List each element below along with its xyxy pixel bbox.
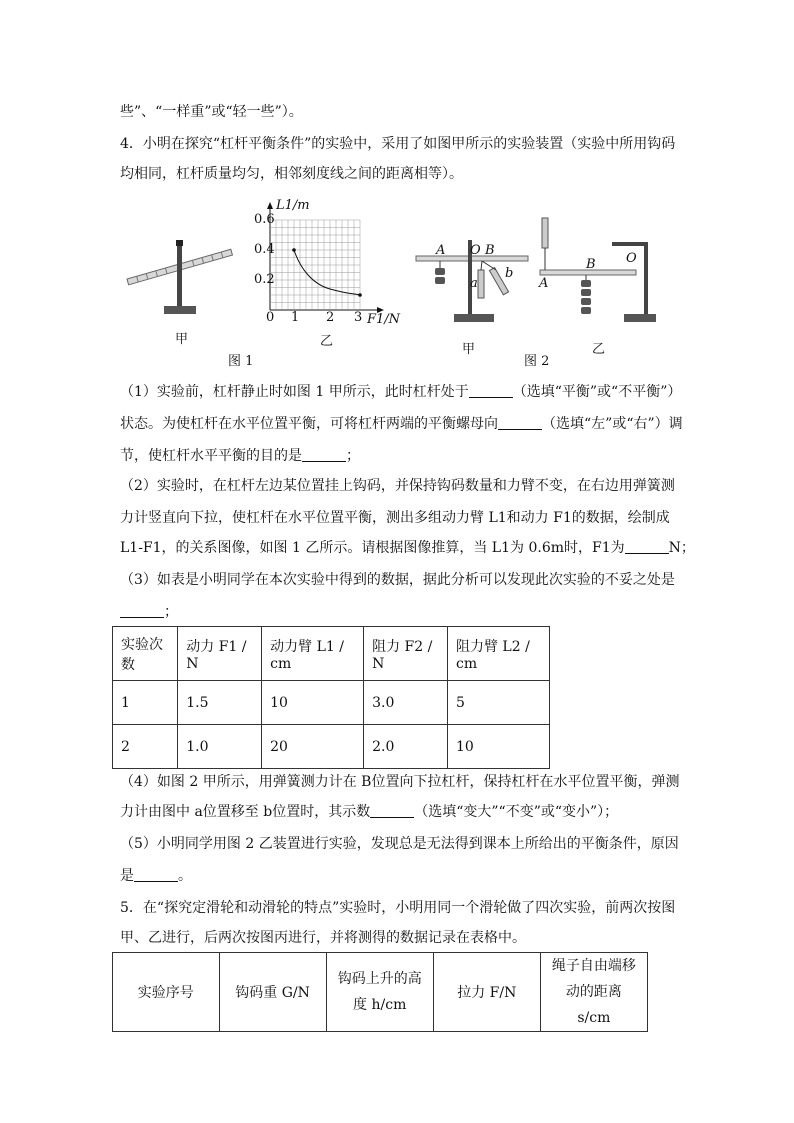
q4-part4-line1: （4）如图 2 甲所示，用弹簧测力计在 B位置向下拉杠杆，保持杠杆在水平位置平衡，弹测: [120, 774, 680, 790]
q4-part1-line3: [120, 446, 360, 466]
answer-blank[interactable]: [370, 803, 414, 818]
figure-1-jia-label: 甲: [175, 332, 189, 347]
q4-part5-line1: （5）小明同学用图 2 乙装置进行实验，发现总是无法得到课本上所给出的平衡条件，原因: [120, 836, 679, 852]
fig2jia-label-a: a: [470, 276, 478, 291]
q4-part1-text-e: 节，使杠杆水平平衡的目的是: [120, 448, 302, 464]
table-header-cell: 阻力 F2 / N: [364, 627, 448, 681]
fig2jia-label-A: A: [436, 243, 446, 258]
q4-part5-text-a: 是: [120, 868, 134, 884]
answer-blank[interactable]: [302, 447, 346, 462]
data-table-1: [112, 626, 550, 769]
question-5-title: 5．在“探究定滑轮和动滑轮的特点”实验时，小明用同一个滑轮做了四次实验，前两次按图: [120, 900, 676, 916]
table-header-cell: 实验序号: [113, 953, 220, 1032]
q4-part1-line1: [120, 382, 681, 402]
table-cell: 20: [262, 725, 364, 769]
table-header-cell: 钩码上升的高度 h/cm: [326, 953, 433, 1032]
q4-part3-line1: （3）如表是小明同学在本次实验中得到的数据，据此分析可以发现此次实验的不妥之处是: [120, 572, 675, 588]
figure-2-caption: 图 2: [524, 354, 550, 369]
graph-xtick-2: 2: [326, 310, 335, 325]
table-cell: 3.0: [364, 681, 448, 725]
question-4-title: 4．小明在探究“杠杆平衡条件”的实验中，采用了如图甲所示的实验装置（实验中所用钩码: [120, 136, 676, 152]
q4-part2-line3: [120, 538, 695, 558]
figure-1-yi-label: 乙: [320, 334, 334, 349]
q4-part2-text-a: L1-F1，的关系图像，如图 1 乙所示。请根据图像推算，当 L1为 0.6m时，F1为: [120, 540, 625, 556]
graph-xlabel: F1/N: [367, 312, 401, 327]
question-4-line-2: 均相同，杠杆质量均匀，相邻刻度线之间的距离相等）。: [120, 166, 463, 182]
answer-blank[interactable]: [469, 383, 513, 398]
table-cell: 1.5: [178, 681, 262, 725]
q4-part1-text-b: （选填“平衡”或“不平衡”）: [512, 384, 682, 400]
q4-part1-text-a: （1）实验前，杠杆静止时如图 1 甲所示，此时杠杆处于: [120, 384, 469, 400]
q4-part1-text-c: 状态。为使杠杆在水平位置平衡，可将杠杆两端的平衡螺母向: [120, 416, 498, 432]
table-header-cell: 动力 F1 / N: [178, 627, 262, 681]
q4-part4-line2: [120, 802, 618, 822]
table-cell: 2.0: [364, 725, 448, 769]
answer-blank[interactable]: [498, 415, 542, 430]
graph-ylabel: L1/m: [276, 198, 310, 213]
q4-part2-line2: 力计竖直向下拉，使杠杆在水平位置平衡，测出多组动力臂 L1和动力 F1的数据，绘制成: [120, 510, 670, 526]
question-5-line-2: 甲、乙进行，后两次按图丙进行，并将测得的数据记录在表格中。: [120, 930, 526, 946]
fig2jia-label-B: B: [485, 243, 495, 258]
answer-blank[interactable]: [120, 603, 164, 618]
q4-part1-text-d: （选填“左”或“右”）调: [542, 416, 683, 432]
table-header-row: [113, 953, 648, 1032]
figure-2-yi-label: 乙: [592, 342, 606, 357]
table-row: [113, 725, 550, 769]
graph-xtick-0: 0: [266, 310, 275, 325]
table-cell: 2: [113, 725, 178, 769]
graph-xtick-3: 3: [354, 310, 363, 325]
q4-part5-line2: [120, 866, 192, 886]
q4-part5-text-b: 。: [178, 868, 192, 884]
answer-blank[interactable]: [625, 539, 669, 554]
figure-2-jia-label: 甲: [462, 342, 476, 357]
table-header-cell: 钩码重 G/N: [219, 953, 326, 1032]
q4-part2-line1: （2）实验时，在杠杆左边某位置挂上钩码，并保持钩码数量和力臂不变，在右边用弹簧测: [120, 478, 675, 494]
data-table-2: [112, 952, 648, 1032]
q4-part4-text-b: （选填“变大”“不变”或“变小”）；: [414, 804, 619, 820]
table-row: [113, 681, 550, 725]
q4-part1-text-f: ；: [346, 448, 360, 464]
figure-1-jia-lever: [122, 228, 238, 318]
fig2jia-label-O: O: [470, 243, 481, 258]
table-header-cell: 拉力 F/N: [433, 953, 540, 1032]
fig2yi-label-A: A: [539, 276, 549, 291]
table-header-cell: 阻力臂 L2 / cm: [447, 627, 549, 681]
q4-part3-text-b: ；: [164, 604, 178, 620]
graph-ytick-2: 0.2: [254, 272, 275, 287]
fig2yi-label-B: B: [586, 257, 596, 272]
table-cell: 10: [262, 681, 364, 725]
table-header-cell: 实验次数: [113, 627, 178, 681]
q4-part3-line2: [120, 602, 178, 622]
table-cell: 1: [113, 681, 178, 725]
fig2yi-label-O: O: [626, 251, 637, 266]
text-line-0: 些”、“一样重”或“轻一些”）。: [120, 104, 303, 120]
fig2jia-label-b: b: [505, 266, 514, 281]
table-header-cell: 动力臂 L1 / cm: [262, 627, 364, 681]
graph-ytick-1: 0.4: [254, 242, 275, 257]
table-header-cell: 绳子自由端移动的距离 s/cm: [540, 953, 647, 1032]
table-header-row: [113, 627, 550, 681]
graph-xtick-1: 1: [291, 310, 300, 325]
answer-blank[interactable]: [134, 867, 178, 882]
q4-part2-text-b: N；: [668, 540, 695, 556]
figure-1-caption: 图 1: [228, 354, 254, 369]
q4-part4-text-a: 力计由图中 a位置移至 b位置时，其示数: [120, 804, 371, 820]
table-cell: 5: [447, 681, 549, 725]
q4-part1-line2: [120, 414, 683, 434]
graph-ytick-0: 0.6: [254, 212, 275, 227]
table-cell: 1.0: [178, 725, 262, 769]
table-cell: 10: [447, 725, 549, 769]
